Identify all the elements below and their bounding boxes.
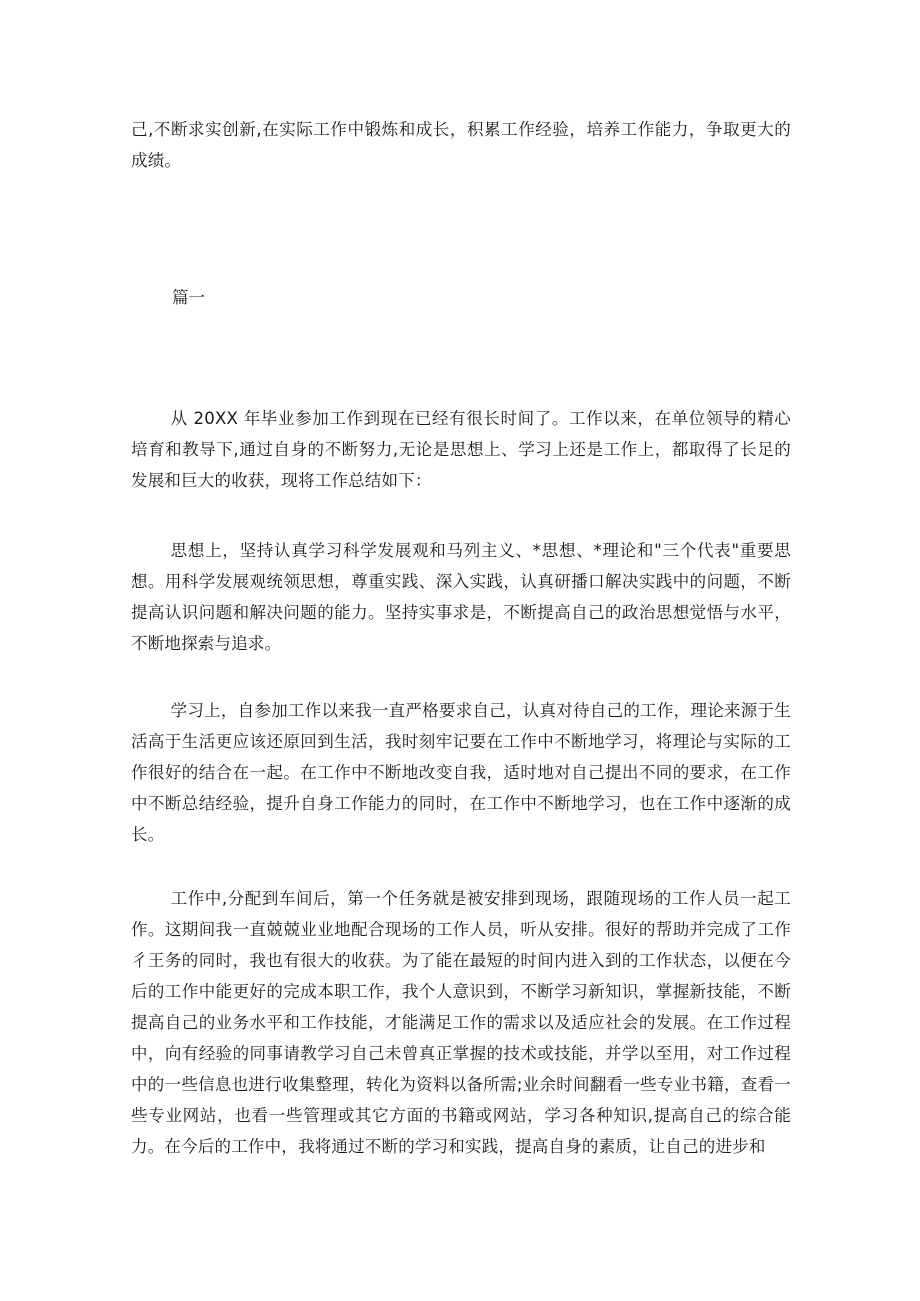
- section-title: 篇一: [172, 288, 205, 307]
- paragraph-2: [131, 535, 791, 659]
- paragraph-3: [131, 695, 791, 850]
- paragraph-1: [131, 403, 791, 496]
- continuation-text: 己,不断求实创新,在实际工作中锻炼和成长，积累工作经验，培养工作能力，争取更大的成绩。: [131, 120, 791, 170]
- paragraph-2-text: 思想上，坚持认真学习科学发展观和马列主义、*思想、*理论和"三个代表"重要思想。用科学发展观统领思想，尊重实践、深入实践，认真研播口解决实践中的问题，不断提高认识问题和解决问题的能力。坚持实事求是，不断提高自己的政治思想觉悟与水平，不断地探索与追求。: [131, 541, 791, 653]
- continuation-paragraph: [131, 114, 791, 176]
- paragraph-1-text: 从 20XX 年毕业参加工作到现在已经有很长时间了。工作以来，在单位领导的精心培育和教导下,通过自身的不断努力,无论是思想上、学习上还是工作上，都取得了长足的发展和巨大的收获，现将工作总结如下：: [131, 409, 791, 490]
- paragraph-3-text: 学习上，自参加工作以来我一直严格要求自己，认真对待自己的工作，理论来源于生活高于生活更应该还原回到生活，我时刻牢记要在工作中不断地学习，将理论与实际的工作很好的结合在一起。在工作中不断地改变自我，适时地对自己提出不同的要求，在工作中不断总结经验，提升自身工作能力的同时，在工作中不断地学习，也在工作中逐渐的成长。: [131, 701, 791, 844]
- paragraph-4: [131, 883, 791, 1162]
- paragraph-4-text: 工作中,分配到车间后，第一个任务就是被安排到现场，跟随现场的工作人员一起工作。这期间我一直兢兢业业地配合现场的工作人员，听从安排。很好的帮助并完成了工作彳王务的同时，我也有很大的收获。为了能在最短的时间内进入到的工作状态，以便在今后的工作中能更好的完成本职工作，我个人意识到，不断学习新知识，掌握新技能，不断提高自己的业务水平和工作技能，才能满足工作的需求以及适应社会的发展。在工作过程中，向有经验的同事请教学习自己未曾真正掌握的技术或技能，并学以至用，对工作过程中的一些信息也进行收集整理，转化为资料以备所需;业余时间翻看一些专业书籍，查看一些专业网站，也看一些管理或其它方面的书籍或网站，学习各种知识,提高自己的综合能力。在今后的工作中，我将通过不断的学习和实践，提高自身的素质，让自己的进步和: [131, 889, 791, 1156]
